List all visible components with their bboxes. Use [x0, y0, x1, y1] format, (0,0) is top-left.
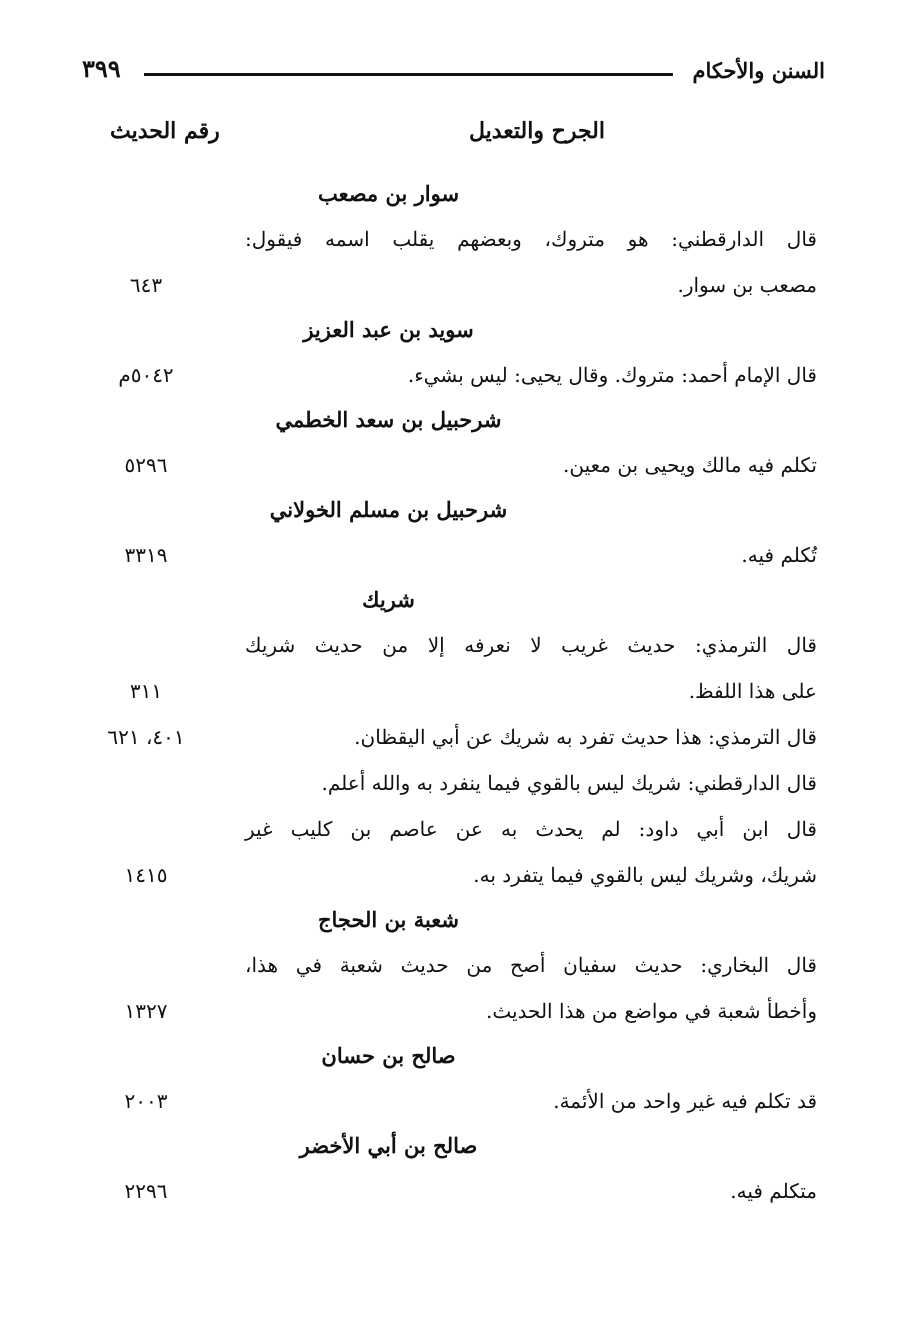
commentary-text: قال الترمذي: هذا حديث تفرد به شريك عن أبي اليقظان.: [354, 725, 817, 749]
narrator-name: شرحبيل بن سعد الخطمي: [275, 407, 502, 432]
commentary-line: [100, 806, 817, 852]
hadith-number: ٦٤٣: [129, 273, 163, 297]
header-rule: [144, 73, 673, 76]
commentary-line: [100, 1168, 817, 1214]
commentary-line: [100, 668, 817, 714]
commentary-line: [100, 262, 817, 308]
hadith-number: ١٤١٥: [124, 863, 168, 887]
commentary-text: مصعب بن سوار.: [677, 273, 817, 297]
commentary-line: [100, 532, 817, 578]
commentary-text: متكلم فيه.: [730, 1179, 817, 1203]
commentary-text: قال ابن أبي داود: لم يحدث به عن عاصم بن كليب غير: [245, 817, 817, 841]
commentary-line: [100, 216, 817, 262]
commentary-text: تُكلم فيه.: [741, 543, 817, 567]
commentary-line: [100, 1078, 817, 1124]
commentary-text: على هذا اللفظ.: [688, 679, 817, 703]
commentary-line: [100, 622, 817, 668]
narrator-name: شرحبيل بن مسلم الخولاني: [269, 497, 508, 522]
commentary-line: [100, 760, 817, 806]
running-header: [82, 54, 825, 94]
narrator-name: صالح بن أبي الأخضر: [299, 1133, 478, 1158]
hadith-number: ١٣٢٧: [124, 999, 168, 1023]
hadith-number: ٥٢٩٦: [124, 453, 168, 477]
narrator-entries: [100, 172, 817, 1214]
commentary-line: [100, 442, 817, 488]
commentary-line: [100, 714, 817, 760]
narrator-name: سوار بن مصعب: [317, 181, 460, 206]
commentary-text: شريك، وشريك ليس بالقوي فيما يتفرد به.: [473, 863, 817, 887]
narrator-name: شعبة بن الحجاج: [317, 907, 460, 932]
commentary-text: قال الترمذي: حديث غريب لا نعرفه إلا من حديث شريك: [245, 633, 817, 657]
commentary-text: قال الدارقطني: هو متروك، وبعضهم يقلب اسمه فيقول:: [245, 227, 817, 251]
hadith-number: ٢٢٩٦: [124, 1179, 168, 1203]
narrator-name: سويد بن عبد العزيز: [303, 317, 474, 342]
commentary-line: [100, 852, 817, 898]
commentary-text: تكلم فيه مالك ويحيى بن معين.: [562, 453, 817, 477]
hadith-number: ٥٠٤٢م: [118, 363, 174, 387]
commentary-text: قال البخاري: حديث سفيان أصح من حديث شعبة في هذا،: [245, 953, 817, 977]
commentary-line: [100, 942, 817, 988]
running-title: السنن والأحكام: [692, 58, 825, 83]
hadith-number: ٤٠١، ٦٢١: [107, 725, 185, 749]
commentary-text: قد تكلم فيه غير واحد من الأئمة.: [553, 1089, 817, 1113]
commentary-line: [100, 988, 817, 1034]
hadith-number: ٣١١: [129, 679, 163, 703]
hadith-number: ٣٣١٩: [124, 543, 168, 567]
commentary-text: قال الدارقطني: شريك ليس بالقوي فيما ينفرد به والله أعلم.: [321, 771, 817, 795]
narrator-name: صالح بن حسان: [321, 1043, 456, 1068]
column-heading-hadith-number: رقم الحديث: [110, 118, 220, 144]
page-number: ٣٩٩: [82, 54, 121, 83]
commentary-text: قال الإمام أحمد: متروك. وقال يحيى: ليس بشيء.: [407, 363, 817, 387]
commentary-line: [100, 352, 817, 398]
commentary-text: وأخطأ شعبة في مواضع من هذا الحديث.: [485, 999, 817, 1023]
hadith-number: ٢٠٠٣: [124, 1089, 168, 1113]
column-heading-main: الجرح والتعديل: [468, 118, 605, 144]
narrator-name: شريك: [362, 587, 415, 612]
